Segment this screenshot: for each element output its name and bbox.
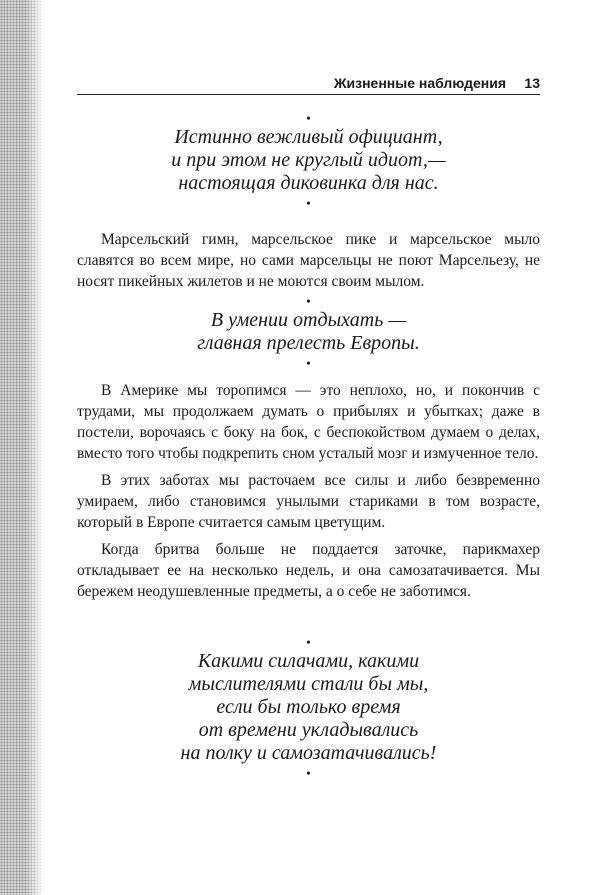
body-paragraph: Когда бритва больше не поддается заточке, парикмахер откладывает ее на несколько недель, и она самозатачивается. Мы бережем неодушевленные предметы, а о себе не заботимся. [77, 541, 540, 600]
quote-line: Истинно вежливый официант, [174, 126, 443, 148]
bullet-separator: • [306, 356, 311, 370]
italic-quote [77, 126, 540, 195]
quote-line: В умении отдыхать — [210, 309, 407, 331]
running-header [77, 72, 540, 95]
quote-line: если бы только время [216, 696, 401, 718]
quote-line: главная прелесть Европы. [197, 332, 420, 354]
quote-block-1 [77, 112, 540, 209]
body-paragraph: Марсельский гимн, марсельское пике и марсельское мыло славятся во всем мире, но сами марсельцы не поют Марсельезу, не носят пикейных жилетов и не моются своим мылом. [77, 231, 540, 290]
page-number: 13 [524, 75, 540, 91]
bullet-separator: • [306, 294, 311, 308]
quote-line: Какими силачами, какими [197, 650, 420, 672]
italic-quote [77, 650, 540, 765]
quote-line: настоящая диковинка для нас. [178, 172, 439, 194]
page-edge-halftone [0, 0, 44, 895]
body-paragraph: В этих заботах мы расточаем все силы и либо безвременно умираем, либо становимся унылыми стариками в том возрасте, который в Европе считается самым цветущим. [77, 472, 540, 531]
bullet-separator: • [306, 635, 311, 649]
bullet-separator: • [306, 766, 311, 780]
italic-quote [77, 309, 540, 355]
quote-block-2 [77, 295, 540, 369]
bullet-separator: • [306, 111, 311, 125]
body-paragraph: В Америке мы торопимся — это неплохо, но, и покончив с трудами, мы продолжаем думать о прибылях и убытках; даже в постели, ворочаясь с боку на бок, с беспокойством думаем о делах, вместо того чтобы подкрепить сном усталый мозг и измученное тело. [77, 382, 540, 462]
quote-block-3 [77, 636, 540, 779]
quote-line: на полку и самозатачивались! [180, 742, 437, 764]
running-header-title: Жизненные наблюдения [333, 75, 506, 91]
bullet-separator: • [306, 196, 311, 210]
paragraph-block-2 [77, 380, 540, 602]
paragraph-block-1 [77, 229, 540, 292]
quote-line: от времени укладывались [198, 719, 419, 741]
quote-line: и при этом не круглый идиот,— [171, 149, 446, 171]
quote-line: мыслителями стали бы мы, [188, 673, 429, 695]
